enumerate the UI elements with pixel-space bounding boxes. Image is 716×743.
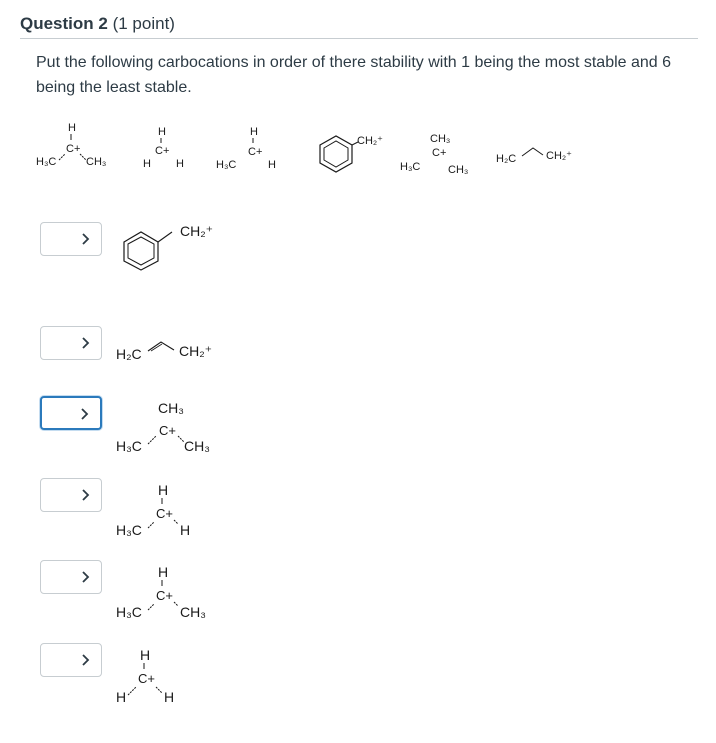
svg-text:CH₃: CH₃ (448, 164, 469, 176)
svg-text:C+: C+ (432, 147, 447, 159)
svg-text:C+: C+ (159, 423, 176, 438)
svg-text:H₃C: H₃C (36, 156, 57, 168)
svg-text:H: H (250, 126, 258, 138)
question-number: Question 2 (20, 14, 108, 33)
rank-select-5[interactable] (40, 560, 102, 594)
ref-methyl-cation (143, 126, 184, 170)
svg-text:H: H (140, 647, 151, 663)
header-divider (20, 38, 698, 39)
svg-text:H₃C: H₃C (116, 604, 142, 620)
svg-text:H: H (158, 564, 169, 580)
question-title (20, 14, 175, 34)
chevron-right-icon (81, 335, 91, 351)
svg-text:C+: C+ (156, 588, 173, 603)
chevron-right-icon (81, 652, 91, 668)
svg-text:C+: C+ (156, 506, 173, 521)
svg-text:H: H (164, 689, 175, 705)
ref-secondary-cation (36, 122, 106, 168)
rank-select-4[interactable] (40, 478, 102, 512)
svg-text:H: H (116, 689, 127, 705)
question-points: (1 point) (112, 14, 175, 33)
ref-benzyl-cation (320, 135, 383, 172)
svg-text:H: H (68, 122, 76, 134)
ref-tertiary-cation (400, 133, 468, 176)
svg-text:H₃C: H₃C (116, 438, 142, 454)
svg-text:C+: C+ (138, 671, 155, 686)
rank-select-1[interactable] (40, 222, 102, 256)
svg-text:H₃C: H₃C (400, 161, 421, 173)
svg-text:CH₂⁺: CH₂⁺ (357, 135, 383, 147)
tertiary-cation (114, 396, 244, 460)
svg-text:H: H (158, 482, 169, 498)
svg-text:C+: C+ (155, 145, 170, 157)
svg-text:H₂C: H₂C (496, 153, 517, 165)
ref-allyl-cation (496, 148, 572, 165)
svg-text:CH₃: CH₃ (158, 400, 184, 416)
methyl-cation (110, 645, 200, 709)
chevron-right-icon (80, 406, 90, 422)
svg-text:H: H (180, 522, 191, 538)
chevron-right-icon (81, 569, 91, 585)
svg-text:C+: C+ (248, 146, 263, 158)
primary-cation (114, 480, 244, 544)
ref-primary-cation (216, 126, 276, 171)
allyl-cation (114, 334, 244, 364)
rank-select-6[interactable] (40, 643, 102, 677)
svg-text:CH₂⁺: CH₂⁺ (180, 223, 214, 239)
secondary-cation (114, 562, 254, 626)
svg-text:CH₃: CH₃ (86, 156, 107, 168)
svg-text:CH₃: CH₃ (184, 438, 210, 454)
chevron-right-icon (81, 231, 91, 247)
rank-select-2[interactable] (40, 326, 102, 360)
svg-text:C+: C+ (66, 143, 81, 155)
rank-select-3[interactable] (40, 396, 102, 430)
question-prompt: Put the following carbocations in order of there stability with 1 being the most stable and 6 being the least stable. (36, 54, 672, 96)
benzyl-cation (114, 210, 234, 276)
chevron-right-icon (81, 487, 91, 503)
reference-structures (30, 118, 590, 188)
svg-text:H: H (158, 126, 166, 138)
svg-text:H₃C: H₃C (116, 522, 142, 538)
svg-text:CH₂⁺: CH₂⁺ (179, 343, 213, 359)
svg-text:H: H (143, 158, 151, 170)
svg-text:CH₂⁺: CH₂⁺ (546, 150, 572, 162)
svg-text:H₂C: H₂C (116, 346, 142, 362)
svg-text:H₃C: H₃C (216, 159, 237, 171)
svg-text:H: H (176, 158, 184, 170)
svg-text:CH₃: CH₃ (180, 604, 206, 620)
svg-text:H: H (268, 159, 276, 171)
svg-text:CH₃: CH₃ (430, 133, 451, 145)
